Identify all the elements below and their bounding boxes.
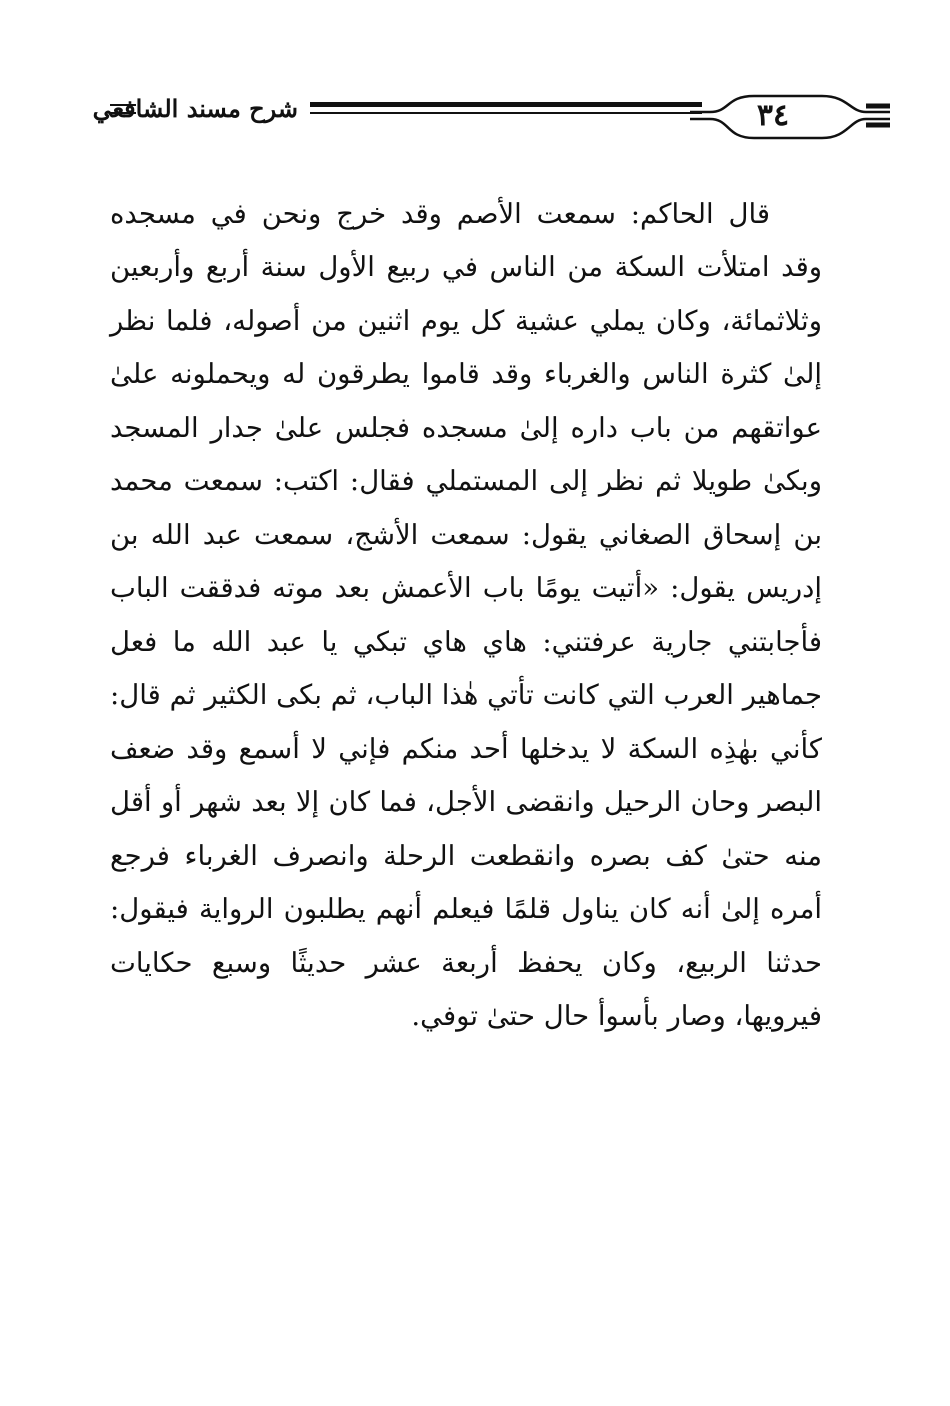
header-rule-middle-top: [310, 102, 702, 107]
page-header: [92, 88, 822, 146]
body-paragraph: قال الحاكم: سمعت الأصم وقد خرج ونحن في مسجده وقد امتلأت السكة من الناس في ربيع الأول سنة أربع وأربعين وثلاثمائة، وكان يملي عشية كل يوم اثنين من أصوله، فلما نظر إلىٰ كثرة الناس والغرباء وقد قاموا يطرقون له ويحملونه علىٰ عواتقهم من باب داره إلىٰ مسجده فجلس علىٰ جدار المسجد وبكىٰ طويلا ثم نظر إلى المستملي فقال: اكتب: سمعت محمد بن إسحاق الصغاني يقول: سمعت الأشج، سمعت عبد الله بن إدريس يقول: «أتيت يومًا باب الأعمش بعد موته فدققت الباب فأجابتني جارية عرفتني: هاي هاي تبكي يا عبد الله ما فعل جماهير العرب التي كانت تأتي هٰذا الباب، ثم بكى الكثير ثم قال: كأني بهٰذِه السكة لا يدخلها أحد منكم فإني لا أسمع وقد ضعف البصر وحان الرحيل وانقضى الأجل، فما كان إلا بعد شهر أو أقل منه حتىٰ كف بصره وانقطعت الرحلة وانصرف الغرباء فرجع أمره إلىٰ أنه كان يناول قلمًا فيعلم أنهم يطلبون الرواية فيقول: حدثنا الربيع، وكان يحفظ أربعة عشر حديثًا وسبع حكايات فيرويها، وصار بأسوأ حال حتىٰ توفي.: [110, 197, 822, 1032]
running-title: شرح مسند الشافعي: [92, 94, 298, 123]
header-rule-middle-bottom: [310, 112, 702, 114]
page-number: ٣٤: [756, 98, 790, 133]
